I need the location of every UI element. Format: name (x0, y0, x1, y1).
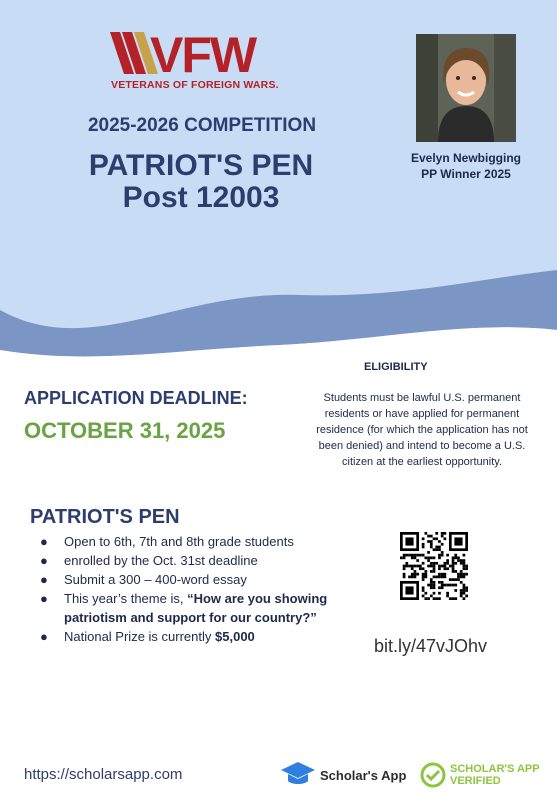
list-item: ● Submit a 300 – 400-word essay (40, 572, 247, 587)
eligibility-text: Students must be lawful U.S. permanent residents or have applied for permanent residence (for which the application has not been denied) and intend to become a U.S. citizen at the earliest opportunity. (316, 392, 528, 468)
bullet-icon: ● (40, 534, 48, 549)
qr-short-link[interactable]: bit.ly/47vJOhv (374, 636, 488, 656)
website-link[interactable]: https://scholarsapp.com (24, 766, 183, 783)
eligibility-heading: ELIGIBILITY (364, 361, 428, 373)
winner-name: Evelyn Newbigging (410, 151, 521, 165)
program-bullets (40, 532, 340, 646)
winner-label: PP Winner 2025 (421, 167, 511, 181)
qr-code[interactable] (400, 532, 468, 600)
verified-check-icon (420, 762, 446, 788)
graduation-cap-icon (280, 760, 316, 786)
deadline-label: APPLICATION DEADLINE: (24, 388, 248, 408)
theme-text: “How are you showing patriotism and support for our country?” (64, 591, 328, 625)
title-line-2: Post 12003 (122, 181, 280, 214)
page-title (70, 150, 332, 214)
list-item: ● enrolled by the Oct. 31st deadline (40, 553, 258, 568)
vfw-logo-text: VFW (150, 27, 256, 83)
scholars-app-brand: Scholar's App (320, 768, 407, 783)
verified-badge-text: SCHOLAR'S APP VERIFIED (450, 763, 540, 787)
bullet-icon: ● (40, 629, 48, 644)
winner-photo (416, 34, 516, 142)
bullet-icon: ● (40, 572, 48, 587)
prize-amount: $5,000 (215, 629, 255, 644)
list-item: ● Open to 6th, 7th and 8th grade students (40, 534, 294, 549)
winner-portrait-image (416, 34, 516, 142)
bullet-icon: ● (40, 591, 48, 606)
title-line-1: PATRIOT'S PEN (88, 149, 314, 182)
vfw-logo-subtitle: VETERANS OF FOREIGN WARS. (111, 79, 279, 91)
competition-year: 2025-2026 COMPETITION (87, 115, 317, 136)
winner-caption (396, 150, 536, 182)
deadline-date: OCTOBER 31, 2025 (24, 418, 226, 443)
wave-divider (0, 270, 557, 380)
list-item: ● This year’s theme is, “How are you showing patriotism and support for our country?” (40, 591, 328, 625)
program-heading: PATRIOT'S PEN (30, 506, 180, 528)
bullet-icon: ● (40, 553, 48, 568)
list-item: ● National Prize is currently $5,000 (40, 629, 255, 644)
